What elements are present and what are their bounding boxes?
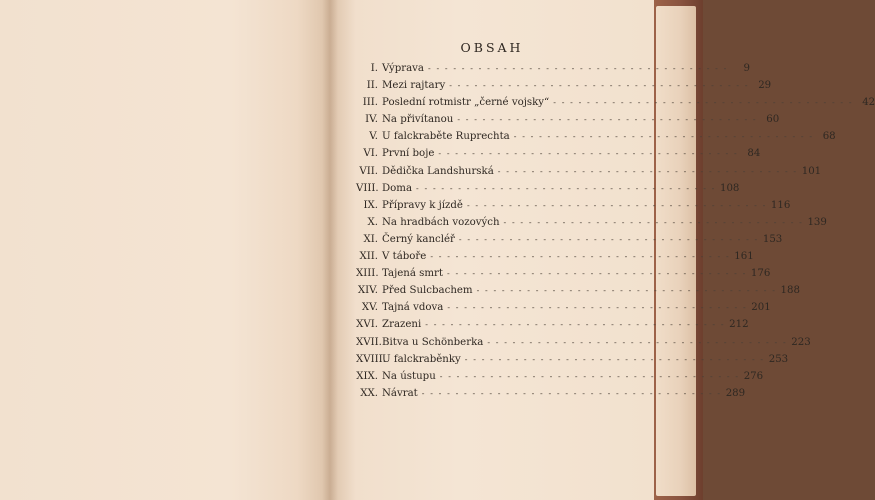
toc-entry-page: 68 [822, 131, 836, 143]
toc-entry-page: 289 [725, 387, 746, 399]
toc-entry-chapter: Před Sulcbachem [382, 285, 473, 297]
toc-entry-chapter: První boje [382, 148, 435, 160]
toc-entry-page: 101 [801, 165, 822, 177]
toc-entry-page: 201 [751, 302, 771, 314]
toc-entry-page: 9 [743, 63, 750, 74]
toc-entry-page: 108 [719, 182, 740, 194]
toc-entry-number: XVIII. [356, 353, 386, 365]
toc-dot-leader: - - - - - - - - - - - - - - - - - - - - - - - - - - - - - - - - - - - - [438, 149, 739, 159]
toc-entry [356, 165, 822, 183]
toc-entry-number: V. [369, 131, 378, 143]
toc-dot-leader: - - - - - - - - - - - - - - - - - - - - - - - - - - - - - - - - - - - - [430, 252, 731, 262]
toc-entry-page: 116 [770, 199, 791, 211]
toc-entry [356, 97, 875, 114]
toc-dot-leader: - - - - - - - - - - - - - - - - - - - - - - - - - - - - - - - - - - - - [553, 98, 854, 108]
toc-entry-number: XX. [360, 387, 378, 399]
toc-list [356, 63, 875, 405]
toc-entry-chapter: Zrazeni [382, 319, 422, 331]
toc-entry [356, 353, 789, 371]
toc-entry-chapter: Doma [382, 182, 413, 194]
toc-dot-leader: - - - - - - - - - - - - - - - - - - - - - - - - - - - - - - - - - - - - [416, 183, 716, 193]
toc-entry-chapter: U falckraběnky [382, 353, 461, 365]
toc-dot-leader: - - - - - - - - - - - - - - - - - - - - - - - - - - - - - - - - - - - - [464, 354, 765, 364]
toc-entry [356, 148, 761, 165]
toc-entry-page: 253 [768, 353, 789, 365]
toc-entry-page: 153 [762, 233, 783, 245]
toc-entry-number: XII. [359, 251, 378, 263]
toc-dot-leader: - - - - - - - - - - - - - - - - - - - - - - - - - - - - - - - - - - - - [487, 337, 788, 347]
toc-entry-number: II. [366, 80, 378, 92]
toc-entry-page: 223 [791, 336, 811, 348]
toc-entry-page: 212 [729, 319, 749, 331]
toc-entry [356, 370, 764, 388]
toc-entry-chapter: U falckraběte Ruprechta [382, 131, 510, 143]
toc-dot-leader: - - - - - - - - - - - - - - - - - - - - - - - - - - - - - - - - - - - - [503, 217, 804, 227]
toc-dot-leader: - - - - - - - - - - - - - - - - - - - - - - - - - - - - - - - - - - - - [425, 320, 726, 330]
toc-entry-page: 84 [747, 148, 761, 160]
toc-entry-chapter: Na přivítanou [382, 114, 454, 126]
toc-entry-number: XI. [363, 233, 378, 245]
toc-entry-number: XVII. [356, 336, 382, 348]
toc-entry-chapter: Návrat [382, 387, 418, 399]
toc-entry [356, 114, 780, 131]
toc-dot-leader: - - - - - - - - - - - - - - - - - - - - - - - - - - - - - - - - - - - - [476, 286, 777, 296]
toc-entry-chapter: Mezi rajtary [382, 80, 446, 92]
page-block-edge [656, 6, 696, 496]
toc-entry-number: VI. [363, 148, 378, 160]
toc-title: OBSAH [460, 40, 524, 55]
toc-entry-page: 188 [780, 285, 800, 297]
toc-dot-leader: - - - - - - - - - - - - - - - - - - - - - - - - - - - - - - - - - - - - [458, 234, 759, 244]
toc-entry-number: XIV. [357, 285, 378, 297]
toc-entry [356, 285, 800, 302]
toc-entry-page: 60 [766, 114, 780, 126]
toc-entry [356, 268, 771, 285]
toc-entry-page: 42 [862, 97, 875, 109]
book-gutter [322, 0, 338, 500]
toc-entry-number: III. [362, 97, 378, 109]
toc-entry [356, 319, 749, 336]
toc-entry-page: 161 [734, 251, 754, 263]
toc-entry-chapter: Dědička Landshurská [382, 165, 494, 177]
toc-entry [356, 251, 754, 268]
toc-entry-chapter: V táboře [382, 251, 427, 263]
toc-entry [356, 233, 783, 251]
toc-entry-number: I. [370, 63, 378, 74]
toc-entry-number: IV. [365, 114, 378, 126]
toc-entry-number: VIII. [356, 182, 379, 194]
toc-entry-chapter: Výprava [382, 63, 424, 74]
toc-dot-leader: - - - - - - - - - - - - - - - - - - - - - - - - - - - - - - - - - - - - [457, 115, 758, 125]
toc-entry-page: 276 [743, 370, 764, 382]
toc-dot-leader: - - - - - - - - - - - - - - - - - - - - - - - - - - - - - - - - - - - - [447, 269, 747, 279]
toc-dot-leader: - - - - - - - - - - - - - - - - - - - - - - - - - - - - - - - - - - - - [428, 64, 728, 73]
toc-dot-leader: - - - - - - - - - - - - - - - - - - - - - - - - - - - - - - - - - - - - [513, 132, 814, 142]
toc-entry-chapter: Poslední rotmistr „černé vojsky“ [382, 97, 550, 109]
toc-entry-chapter: Tajná vdova [382, 302, 444, 314]
toc-dot-leader: - - - - - - - - - - - - - - - - - - - - - - - - - - - - - - - - - - - - [421, 388, 722, 398]
toc-entry [356, 63, 750, 80]
toc-entry-number: XIII. [356, 268, 379, 280]
toc-entry [356, 131, 836, 148]
toc-entry-number: XVI. [356, 319, 378, 331]
toc-entry [356, 182, 740, 200]
toc-entry [356, 302, 771, 319]
toc-entry-number: IX. [363, 199, 378, 211]
toc-entry-chapter: Na hradbách vozových [382, 216, 500, 228]
toc-entry [356, 216, 827, 234]
toc-dot-leader: - - - - - - - - - - - - - - - - - - - - - - - - - - - - - - - - - - - - [447, 303, 748, 313]
toc-dot-leader: - - - - - - - - - - - - - - - - - - - - - - - - - - - - - - - - - - - - [439, 371, 740, 381]
toc-entry-number: X. [367, 216, 378, 228]
toc-dot-leader: - - - - - - - - - - - - - - - - - - - - - - - - - - - - - - - - - - - - [449, 81, 750, 91]
toc-entry-chapter: Tajená smrt [382, 268, 443, 280]
toc-entry [356, 80, 772, 97]
toc-entry-chapter: Přípravy k jízdě [382, 199, 463, 211]
toc-entry-chapter: Černý kancléř [382, 233, 455, 245]
toc-dot-leader: - - - - - - - - - - - - - - - - - - - - - - - - - - - - - - - - - - - - [466, 200, 767, 210]
toc-entry-number: VII. [359, 165, 378, 177]
toc-entry [356, 387, 746, 405]
toc-entry-chapter: Bitva u Schönberka [382, 336, 484, 348]
toc-entry-page: 29 [758, 80, 772, 92]
toc-entry-page: 139 [807, 216, 827, 228]
toc-entry-chapter: Na ústupu [382, 370, 436, 382]
toc-entry [356, 199, 791, 217]
toc-entry-page: 176 [750, 268, 771, 280]
toc-entry-number: XV. [361, 302, 378, 314]
toc-entry [356, 336, 811, 354]
toc-entry-number: XIX. [356, 370, 378, 382]
left-page [0, 0, 330, 500]
toc-dot-leader: - - - - - - - - - - - - - - - - - - - - - - - - - - - - - - - - - - - - [497, 166, 798, 176]
